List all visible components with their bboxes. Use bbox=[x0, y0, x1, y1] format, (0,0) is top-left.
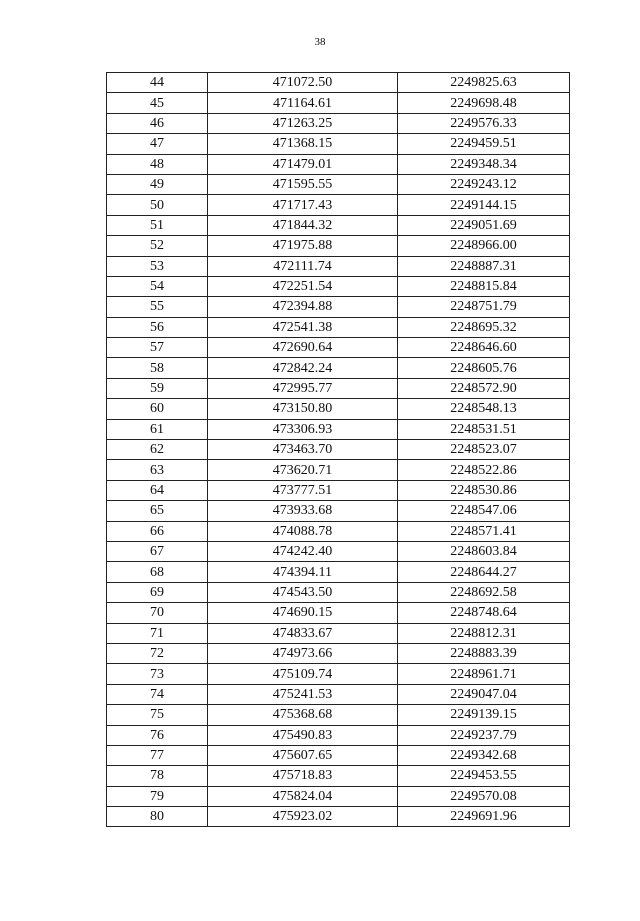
point-number-cell: 74 bbox=[107, 684, 208, 704]
y-coordinate-cell: 2248646.60 bbox=[398, 338, 570, 358]
x-coordinate-cell: 471479.01 bbox=[208, 154, 398, 174]
table-row bbox=[107, 582, 570, 602]
point-number-cell: 47 bbox=[107, 134, 208, 154]
y-coordinate-cell: 2248547.06 bbox=[398, 501, 570, 521]
table-row bbox=[107, 297, 570, 317]
table-row bbox=[107, 786, 570, 806]
y-coordinate-cell: 2249237.79 bbox=[398, 725, 570, 745]
table-row bbox=[107, 562, 570, 582]
table-row bbox=[107, 378, 570, 398]
x-coordinate-cell: 471844.32 bbox=[208, 215, 398, 235]
table-row bbox=[107, 276, 570, 296]
point-number-cell: 68 bbox=[107, 562, 208, 582]
y-coordinate-cell: 2248692.58 bbox=[398, 582, 570, 602]
y-coordinate-cell: 2249051.69 bbox=[398, 215, 570, 235]
point-number-cell: 67 bbox=[107, 541, 208, 561]
x-coordinate-cell: 475368.68 bbox=[208, 705, 398, 725]
y-coordinate-cell: 2248961.71 bbox=[398, 664, 570, 684]
x-coordinate-cell: 474394.11 bbox=[208, 562, 398, 582]
point-number-cell: 46 bbox=[107, 113, 208, 133]
point-number-cell: 45 bbox=[107, 93, 208, 113]
table-row bbox=[107, 399, 570, 419]
y-coordinate-cell: 2249047.04 bbox=[398, 684, 570, 704]
x-coordinate-cell: 472394.88 bbox=[208, 297, 398, 317]
x-coordinate-cell: 474543.50 bbox=[208, 582, 398, 602]
table-row bbox=[107, 154, 570, 174]
x-coordinate-cell: 471072.50 bbox=[208, 73, 398, 93]
x-coordinate-cell: 472690.64 bbox=[208, 338, 398, 358]
point-number-cell: 65 bbox=[107, 501, 208, 521]
x-coordinate-cell: 472995.77 bbox=[208, 378, 398, 398]
table-row bbox=[107, 134, 570, 154]
table-row bbox=[107, 501, 570, 521]
y-coordinate-cell: 2248812.31 bbox=[398, 623, 570, 643]
y-coordinate-cell: 2249691.96 bbox=[398, 807, 570, 827]
y-coordinate-cell: 2248966.00 bbox=[398, 236, 570, 256]
y-coordinate-cell: 2249144.15 bbox=[398, 195, 570, 215]
y-coordinate-cell: 2248572.90 bbox=[398, 378, 570, 398]
point-number-cell: 53 bbox=[107, 256, 208, 276]
x-coordinate-cell: 473620.71 bbox=[208, 460, 398, 480]
x-coordinate-cell: 474242.40 bbox=[208, 541, 398, 561]
table-row bbox=[107, 113, 570, 133]
x-coordinate-cell: 474088.78 bbox=[208, 521, 398, 541]
x-coordinate-cell: 475718.83 bbox=[208, 766, 398, 786]
x-coordinate-cell: 473463.70 bbox=[208, 440, 398, 460]
table-row bbox=[107, 623, 570, 643]
y-coordinate-cell: 2248887.31 bbox=[398, 256, 570, 276]
point-number-cell: 71 bbox=[107, 623, 208, 643]
y-coordinate-cell: 2248748.64 bbox=[398, 603, 570, 623]
point-number-cell: 54 bbox=[107, 276, 208, 296]
x-coordinate-cell: 475490.83 bbox=[208, 725, 398, 745]
x-coordinate-cell: 472541.38 bbox=[208, 317, 398, 337]
x-coordinate-cell: 475923.02 bbox=[208, 807, 398, 827]
x-coordinate-cell: 474833.67 bbox=[208, 623, 398, 643]
y-coordinate-cell: 2248695.32 bbox=[398, 317, 570, 337]
table-row bbox=[107, 521, 570, 541]
table-row bbox=[107, 766, 570, 786]
y-coordinate-cell: 2249570.08 bbox=[398, 786, 570, 806]
point-number-cell: 44 bbox=[107, 73, 208, 93]
table-row bbox=[107, 460, 570, 480]
point-number-cell: 66 bbox=[107, 521, 208, 541]
point-number-cell: 51 bbox=[107, 215, 208, 235]
x-coordinate-cell: 473777.51 bbox=[208, 480, 398, 500]
y-coordinate-cell: 2249348.34 bbox=[398, 154, 570, 174]
table-row bbox=[107, 174, 570, 194]
y-coordinate-cell: 2248751.79 bbox=[398, 297, 570, 317]
page-number: 38 bbox=[314, 36, 326, 48]
table-row bbox=[107, 236, 570, 256]
point-number-cell: 50 bbox=[107, 195, 208, 215]
table-row bbox=[107, 745, 570, 765]
y-coordinate-cell: 2249453.55 bbox=[398, 766, 570, 786]
x-coordinate-cell: 471263.25 bbox=[208, 113, 398, 133]
table-row bbox=[107, 643, 570, 663]
table-row bbox=[107, 256, 570, 276]
y-coordinate-cell: 2248603.84 bbox=[398, 541, 570, 561]
x-coordinate-cell: 473933.68 bbox=[208, 501, 398, 521]
y-coordinate-cell: 2248530.86 bbox=[398, 480, 570, 500]
point-number-cell: 63 bbox=[107, 460, 208, 480]
point-number-cell: 59 bbox=[107, 378, 208, 398]
x-coordinate-cell: 473150.80 bbox=[208, 399, 398, 419]
point-number-cell: 75 bbox=[107, 705, 208, 725]
point-number-cell: 70 bbox=[107, 603, 208, 623]
point-number-cell: 73 bbox=[107, 664, 208, 684]
point-number-cell: 80 bbox=[107, 807, 208, 827]
table-row bbox=[107, 705, 570, 725]
point-number-cell: 57 bbox=[107, 338, 208, 358]
table-row bbox=[107, 480, 570, 500]
y-coordinate-cell: 2249459.51 bbox=[398, 134, 570, 154]
point-number-cell: 48 bbox=[107, 154, 208, 174]
table-row bbox=[107, 541, 570, 561]
table-row bbox=[107, 215, 570, 235]
x-coordinate-cell: 471717.43 bbox=[208, 195, 398, 215]
y-coordinate-cell: 2249576.33 bbox=[398, 113, 570, 133]
y-coordinate-cell: 2249342.68 bbox=[398, 745, 570, 765]
table-row bbox=[107, 725, 570, 745]
y-coordinate-cell: 2248531.51 bbox=[398, 419, 570, 439]
x-coordinate-cell: 475109.74 bbox=[208, 664, 398, 684]
table-row bbox=[107, 73, 570, 93]
point-number-cell: 69 bbox=[107, 582, 208, 602]
y-coordinate-cell: 2248571.41 bbox=[398, 521, 570, 541]
y-coordinate-cell: 2248605.76 bbox=[398, 358, 570, 378]
point-number-cell: 61 bbox=[107, 419, 208, 439]
x-coordinate-cell: 472842.24 bbox=[208, 358, 398, 378]
point-number-cell: 79 bbox=[107, 786, 208, 806]
table-row bbox=[107, 807, 570, 827]
table-row bbox=[107, 93, 570, 113]
table-row bbox=[107, 338, 570, 358]
table-row bbox=[107, 603, 570, 623]
y-coordinate-cell: 2249243.12 bbox=[398, 174, 570, 194]
x-coordinate-cell: 475241.53 bbox=[208, 684, 398, 704]
point-number-cell: 56 bbox=[107, 317, 208, 337]
point-number-cell: 62 bbox=[107, 440, 208, 460]
y-coordinate-cell: 2248523.07 bbox=[398, 440, 570, 460]
x-coordinate-cell: 475824.04 bbox=[208, 786, 398, 806]
x-coordinate-cell: 472251.54 bbox=[208, 276, 398, 296]
table-row bbox=[107, 684, 570, 704]
point-number-cell: 78 bbox=[107, 766, 208, 786]
x-coordinate-cell: 471595.55 bbox=[208, 174, 398, 194]
table-row bbox=[107, 419, 570, 439]
point-number-cell: 64 bbox=[107, 480, 208, 500]
table-row bbox=[107, 317, 570, 337]
y-coordinate-cell: 2248815.84 bbox=[398, 276, 570, 296]
y-coordinate-cell: 2249139.15 bbox=[398, 705, 570, 725]
point-number-cell: 52 bbox=[107, 236, 208, 256]
x-coordinate-cell: 474690.15 bbox=[208, 603, 398, 623]
coordinate-table-body bbox=[107, 73, 570, 827]
point-number-cell: 76 bbox=[107, 725, 208, 745]
table-row bbox=[107, 664, 570, 684]
point-number-cell: 77 bbox=[107, 745, 208, 765]
x-coordinate-cell: 475607.65 bbox=[208, 745, 398, 765]
x-coordinate-cell: 472111.74 bbox=[208, 256, 398, 276]
x-coordinate-cell: 474973.66 bbox=[208, 643, 398, 663]
table-row bbox=[107, 358, 570, 378]
table-row bbox=[107, 440, 570, 460]
point-number-cell: 72 bbox=[107, 643, 208, 663]
x-coordinate-cell: 473306.93 bbox=[208, 419, 398, 439]
point-number-cell: 49 bbox=[107, 174, 208, 194]
x-coordinate-cell: 471164.61 bbox=[208, 93, 398, 113]
y-coordinate-cell: 2248883.39 bbox=[398, 643, 570, 663]
x-coordinate-cell: 471975.88 bbox=[208, 236, 398, 256]
y-coordinate-cell: 2248522.86 bbox=[398, 460, 570, 480]
y-coordinate-cell: 2248644.27 bbox=[398, 562, 570, 582]
coordinate-table bbox=[106, 72, 570, 827]
point-number-cell: 58 bbox=[107, 358, 208, 378]
x-coordinate-cell: 471368.15 bbox=[208, 134, 398, 154]
y-coordinate-cell: 2249698.48 bbox=[398, 93, 570, 113]
y-coordinate-cell: 2248548.13 bbox=[398, 399, 570, 419]
y-coordinate-cell: 2249825.63 bbox=[398, 73, 570, 93]
point-number-cell: 55 bbox=[107, 297, 208, 317]
table-row bbox=[107, 195, 570, 215]
point-number-cell: 60 bbox=[107, 399, 208, 419]
